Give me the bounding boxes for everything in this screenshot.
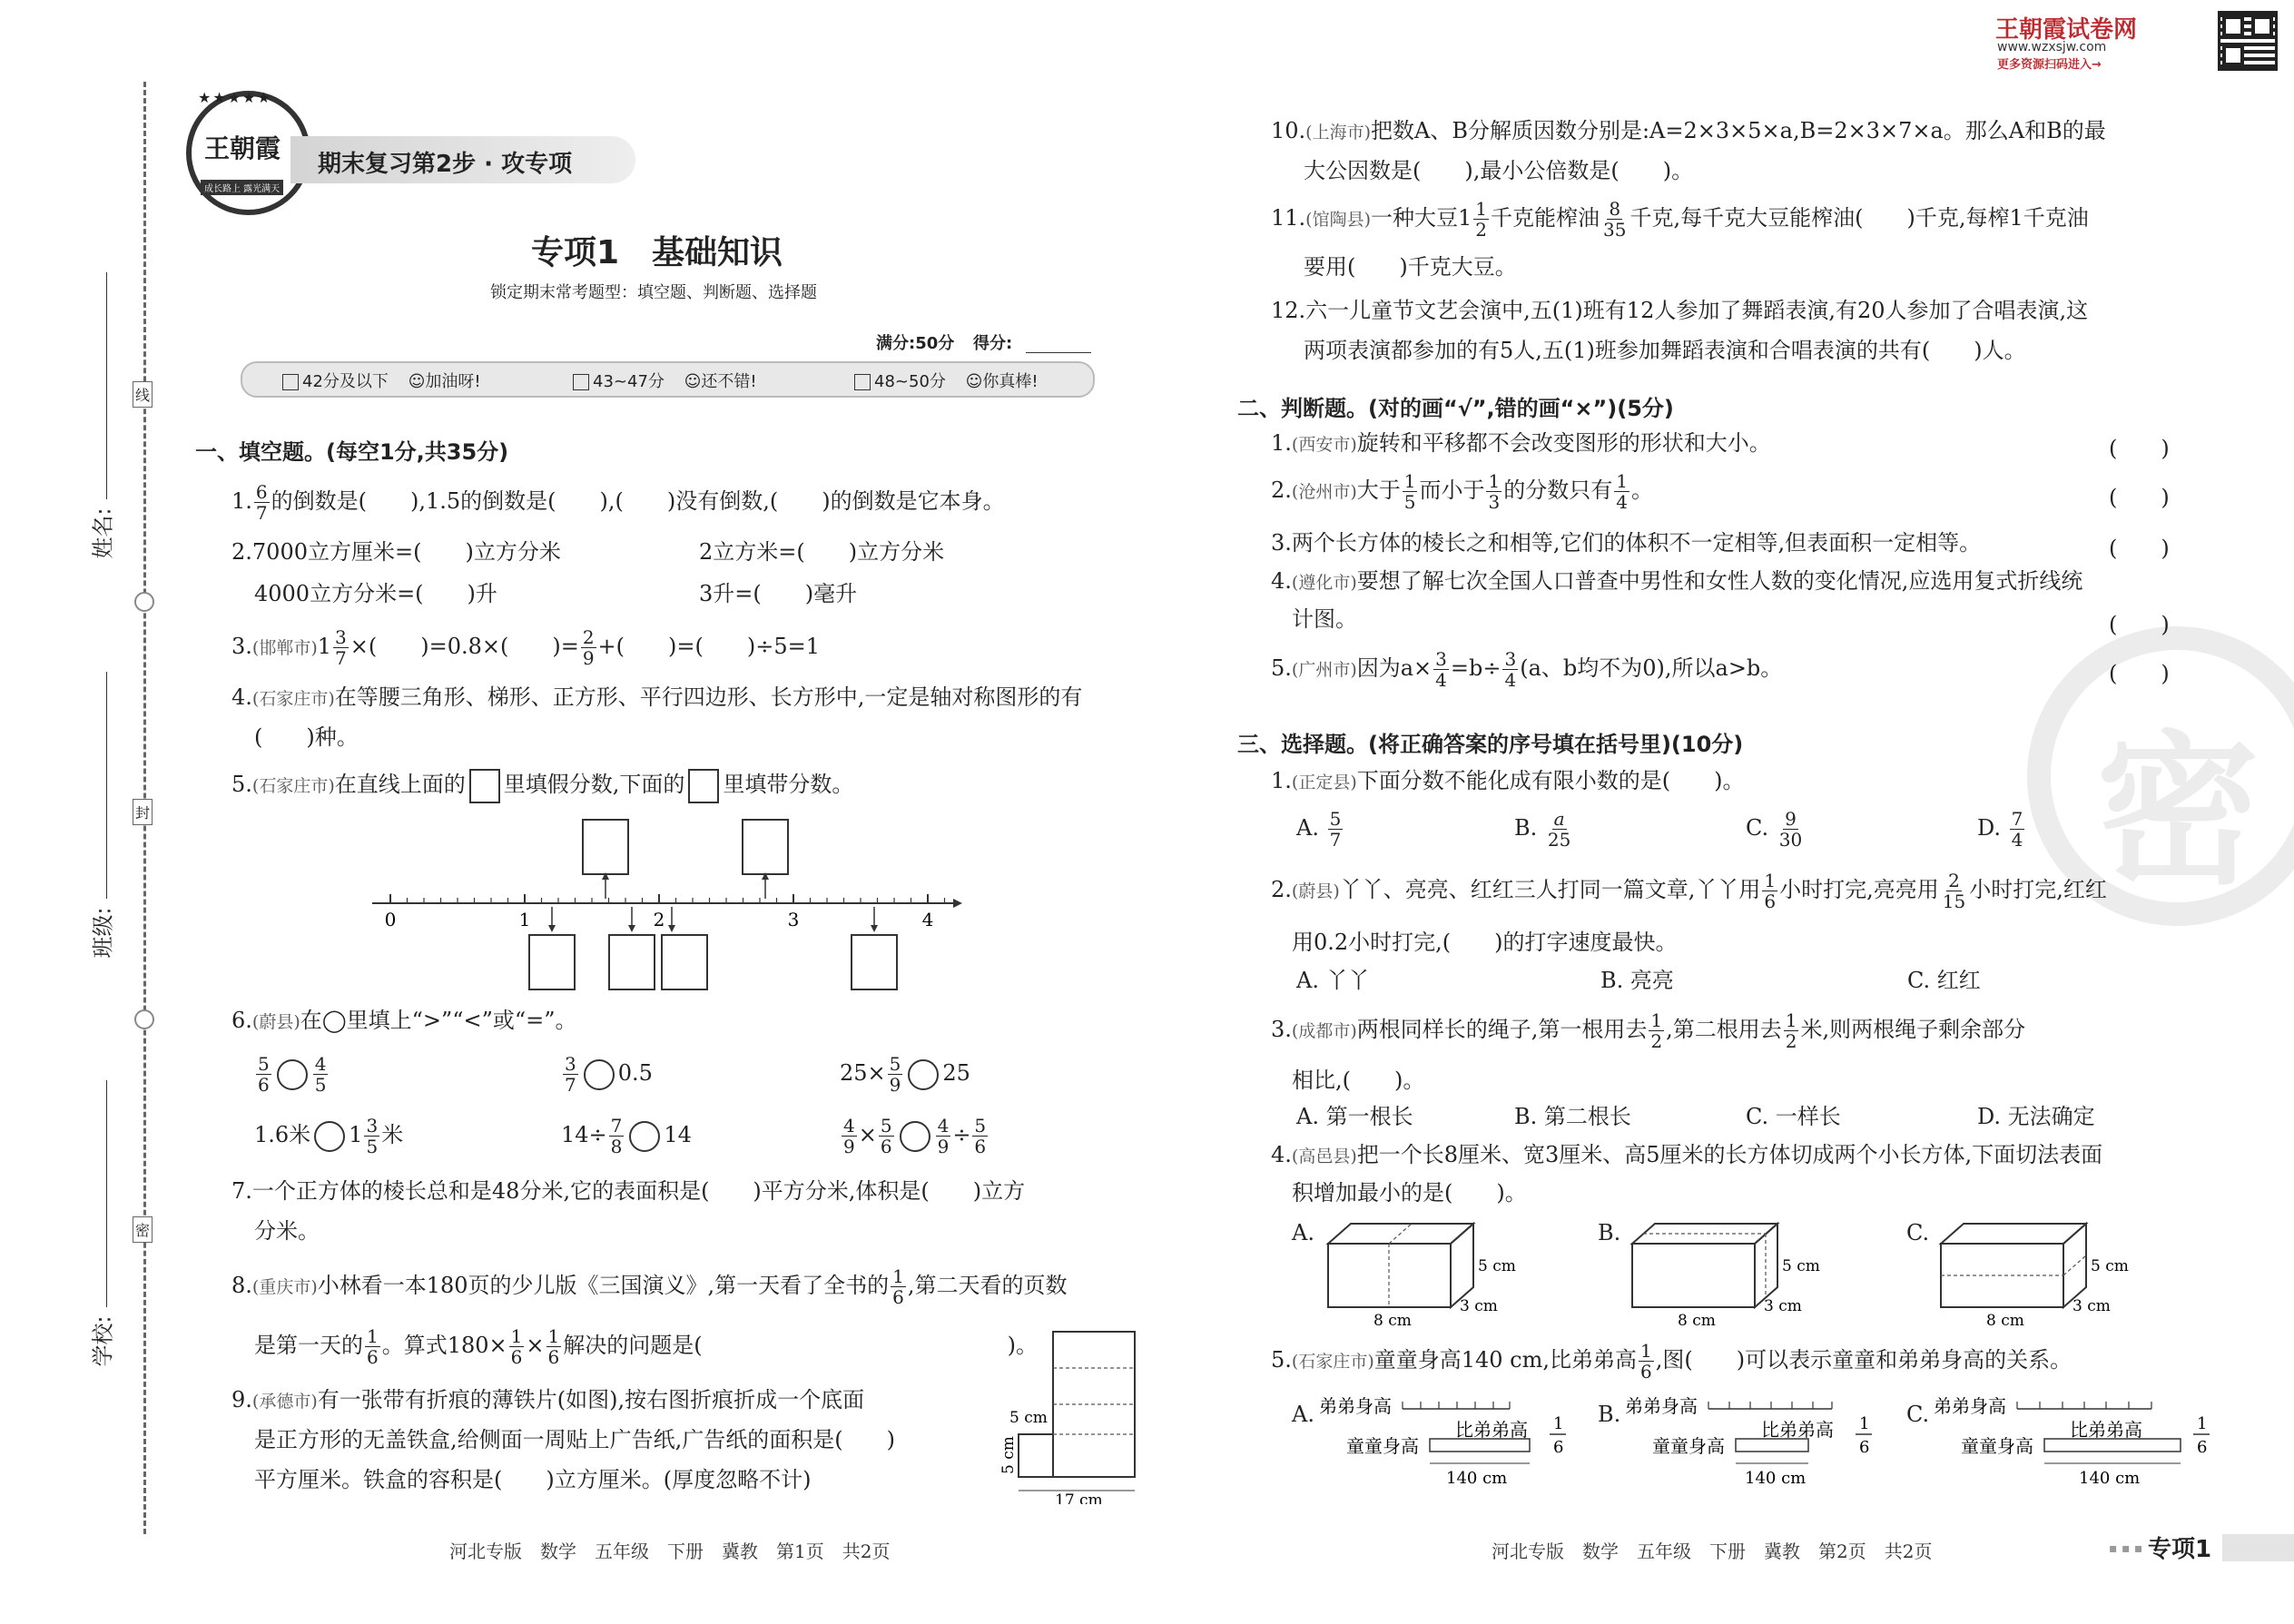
compare-circle[interactable] — [314, 1121, 345, 1152]
smile-icon: ☺ — [684, 372, 702, 391]
svg-text:6: 6 — [1553, 1438, 1564, 1457]
fraction: $\frac{2}{9}$ — [582, 626, 595, 669]
question-11-line2: 要用( )千克大豆。 — [1304, 254, 1517, 280]
binding-seal-char: 线 — [133, 381, 153, 408]
question-2: 2.7000立方厘米=( )立方分米 — [231, 539, 561, 565]
rating-checkbox[interactable] — [573, 374, 589, 390]
choice-option-label[interactable]: A. — [1292, 1220, 1314, 1245]
dim-label: 5 cm — [1009, 1409, 1048, 1427]
class-underline — [106, 672, 107, 899]
choice-option-label[interactable]: B. — [1598, 1220, 1621, 1245]
name-field[interactable] — [86, 272, 116, 559]
question-4: 4.(石家庄市)在等腰三角形、梯形、正方形、平行四边形、长方形中,一定是轴对称图形的有 — [231, 684, 1083, 710]
score-full: 满分:50分 — [876, 334, 955, 353]
section-banner — [290, 136, 635, 183]
pointer-arrow — [548, 925, 556, 932]
question-8: 8.(重庆市)小林看一本180页的少儿版《三国演义》,第一天看了全书的 $\frac{1}{6}$ ,第二天看的页数 — [231, 1265, 1068, 1308]
sheet-flap — [1019, 1434, 1053, 1477]
svg-text:1: 1 — [2197, 1414, 2208, 1433]
school-underline — [106, 1080, 107, 1307]
judge-answer-paren[interactable]: ( ) — [2109, 536, 2170, 561]
judge-answer-paren[interactable]: ( ) — [2109, 661, 2170, 686]
choice-option[interactable]: C. $\frac{9}{30}$ — [1746, 808, 1803, 851]
class-field[interactable] — [86, 672, 116, 959]
banner-text: 期末复习第2步 · 攻专项 — [318, 151, 573, 178]
choice-option[interactable]: B. $\frac{a}{25}$ — [1514, 808, 1571, 851]
svg-text:8 cm: 8 cm — [1678, 1312, 1716, 1325]
svg-text:1: 1 — [1553, 1414, 1564, 1433]
svg-text:5 cm: 5 cm — [1782, 1257, 1820, 1275]
stars-decoration: ★★★★★ — [198, 89, 272, 106]
choice-question-4-line2: 积增加最小的是( )。 — [1292, 1180, 1527, 1206]
choice-option-label[interactable]: C. — [1906, 1220, 1930, 1245]
smile-icon: ☺ — [408, 372, 426, 391]
question-7: 7.一个正方体的棱长总和是48分米,它的表面积是( )平方分米,体积是( )立方 — [231, 1178, 1026, 1204]
svg-text:比弟弟高: 比弟弟高 — [1761, 1419, 1834, 1441]
question-3: 3.(邯郸市)1 $\frac{3}{7}$ ×( )=0.8×( )= $\frac{2}{9}$ +( )=( )÷5=1 — [231, 626, 820, 669]
cuboid-figure-a — [1324, 1216, 1532, 1325]
answer-box-top — [583, 820, 628, 874]
answer-box-icon — [688, 769, 719, 803]
svg-text:弟弟身高: 弟弟身高 — [1319, 1395, 1392, 1417]
judge-question-4-line2: 计图。 — [1292, 606, 1357, 632]
choice-option-label[interactable]: B. — [1598, 1402, 1621, 1427]
answer-box-icon — [469, 769, 500, 803]
school-label: 学校: — [90, 1315, 116, 1367]
dim-label: 5 cm — [999, 1436, 1018, 1474]
brand-logo-slogan: 成长路上 露光满天 — [201, 180, 283, 195]
choice-option[interactable]: A. $\frac{5}{7}$ — [1296, 808, 1342, 851]
svg-text:6: 6 — [1859, 1438, 1870, 1457]
pointer-arrow — [668, 925, 675, 932]
pointer-arrow — [628, 925, 635, 932]
qr-code-icon[interactable] — [2218, 11, 2278, 71]
pointer-arrow — [871, 925, 878, 932]
name-underline — [106, 272, 107, 499]
fraction: $\frac{6}{7}$ — [255, 481, 268, 524]
choice-option-label[interactable]: A. — [1292, 1402, 1314, 1427]
rating-checkbox[interactable] — [854, 374, 871, 390]
footer-tag: 专项1 — [2148, 1536, 2212, 1563]
question-8-line2: 是第一天的 $\frac{1}{6}$ 。算式180× $\frac{1}{6}$ × $\frac{1}{6}$ 解决的问题是( )。 — [254, 1325, 1038, 1368]
svg-text:童童身高: 童童身高 — [1961, 1435, 2033, 1457]
compare-circle[interactable] — [900, 1121, 930, 1152]
site-url: www.wzxsjw.com — [1997, 40, 2107, 54]
svg-text:童童身高: 童童身高 — [1346, 1435, 1419, 1457]
question-9-line2: 是正方形的无盖铁盒,给侧面一周贴上广告纸,广告纸的面积是( ) — [254, 1427, 895, 1452]
choice-option[interactable]: B. 亮亮 — [1600, 968, 1674, 993]
choice-option[interactable]: C. 一样长 — [1746, 1104, 1841, 1129]
section-choice-title: 三、选择题。(将正确答案的序号填在括号里)(10分) — [1237, 732, 1744, 757]
page-title: 专项1 基础知识 — [531, 234, 783, 271]
score-input[interactable] — [1026, 352, 1091, 353]
judge-question-3: 3.两个长方体的棱长之和相等,它们的体积不一定相等,但表面积一定相等。 — [1271, 530, 1982, 556]
footer-tag-bar — [2222, 1534, 2294, 1561]
binding-hole-icon — [134, 592, 154, 612]
svg-text:5 cm: 5 cm — [2091, 1257, 2129, 1275]
height-diagram-b — [1625, 1389, 1915, 1496]
folded-sheet-figure — [999, 1327, 1144, 1504]
question-1: 1. $\frac{6}{7}$ 的倒数是( ),1.5的倒数是( ),( )没有倒数,( )的倒数是它本身。 — [231, 481, 1005, 524]
answer-box-bottom — [529, 935, 575, 989]
judge-answer-paren[interactable]: ( ) — [2109, 485, 2170, 510]
page-subtitle: 锁定期末常考题型：填空题、判断题、选择题 — [490, 283, 817, 302]
rating-range: 48~50分 — [874, 372, 946, 391]
page-footer: 河北专版 数学 五年级 下册 冀教 第1页 共2页 — [449, 1540, 891, 1562]
footer-dots-decoration: ▪ ▪ ▪ — [2109, 1541, 2143, 1556]
page-footer: 河北专版 数学 五年级 下册 冀教 第2页 共2页 — [1492, 1540, 1933, 1562]
number-line-figure — [363, 812, 971, 994]
answer-box-bottom — [662, 935, 707, 989]
choice-option[interactable]: C. 红红 — [1907, 968, 1981, 993]
compare-circle[interactable] — [629, 1121, 660, 1152]
svg-text:6: 6 — [2197, 1438, 2208, 1457]
height-diagram-c — [1934, 1389, 2233, 1496]
svg-text:童童身高: 童童身高 — [1652, 1435, 1725, 1457]
judge-question-1: 1.(西安市)旋转和平移都不会改变图形的形状和大小。 — [1271, 430, 1771, 456]
svg-text:弟弟身高: 弟弟身高 — [1625, 1395, 1698, 1417]
question-4-line2: ( )种。 — [254, 724, 359, 750]
choice-option-label[interactable]: C. — [1906, 1402, 1930, 1427]
question-11: 11.(馆陶县)一种大豆1 $\frac{1}{2}$ 千克能榨油 $\frac{8}{35}$ 千克,每千克大豆能榨油( )千克,每榨1千克油 — [1271, 198, 2089, 241]
choice-question-2-line2: 用0.2小时打完,( )的打字速度最快。 — [1292, 930, 1678, 955]
rating-comment: 加油呀! — [425, 372, 481, 391]
svg-text:比弟弟高: 比弟弟高 — [1455, 1419, 1528, 1441]
judge-question-4: 4.(遵化市)要想了解七次全国人口普查中男性和女性人数的变化情况,应选用复式折线统 — [1271, 568, 2083, 594]
fraction: $\frac{3}{7}$ — [335, 626, 347, 669]
rating-comment: 你真棒! — [982, 372, 1039, 391]
question-2d: 3升=( )毫升 — [699, 581, 858, 606]
answer-box-top — [743, 820, 788, 874]
rating-item[interactable] — [569, 369, 757, 392]
axis-arrow — [953, 899, 962, 908]
binding-seal-char: 密 — [133, 1216, 153, 1243]
svg-text:3 cm: 3 cm — [2072, 1297, 2111, 1315]
svg-text:弟弟身高: 弟弟身高 — [1934, 1395, 2006, 1417]
rating-checkbox[interactable] — [282, 374, 299, 390]
site-name: 王朝霞试卷网 — [1995, 16, 2138, 44]
binding-seal-char: 封 — [133, 799, 153, 825]
question-5: 5.(石家庄市)在直线上面的 里填假分数,下面的 里填带分数。 — [231, 764, 853, 806]
judge-answer-paren[interactable]: ( ) — [2109, 612, 2170, 637]
question-9-line3: 平方厘米。铁盒的容积是( )立方厘米。(厚度忽略不计) — [254, 1467, 812, 1492]
choice-question-2: 2.(蔚县)丫丫、亮亮、红红三人打同一篇文章,丫丫用 $\frac{1}{6}$ 小时打完,亮亮用 $\frac{2}{15}$ 小时打完,红红 — [1271, 870, 2107, 912]
svg-text:140 cm: 140 cm — [1446, 1469, 1508, 1488]
question-2c: 4000立方分米=( )升 — [254, 581, 497, 606]
cuboid-figure-b — [1628, 1216, 1836, 1325]
question-10: 10.(上海市)把数A、B分解质因数分别是:A=2×3×5×a,B=2×3×7×a。那么A和B的最 — [1271, 118, 2106, 143]
tick-label: 3 — [787, 909, 800, 930]
svg-text:比弟弟高: 比弟弟高 — [2070, 1419, 2142, 1441]
compare-circle[interactable] — [584, 1059, 615, 1090]
question-12-line2: 两项表演都参加的有5人,五(1)班参加舞蹈表演和合唱表演的共有( )人。 — [1304, 338, 2026, 363]
question-6: 6.(蔚县)在◯里填上“>”“<”或“=”。 — [231, 1008, 577, 1033]
rating-range: 43~47分 — [593, 372, 665, 391]
smile-icon: ☺ — [965, 372, 983, 391]
svg-text:140 cm: 140 cm — [1745, 1469, 1807, 1488]
tick-label: 4 — [921, 909, 934, 930]
choice-option[interactable]: D. 无法确定 — [1977, 1104, 2095, 1129]
svg-text:1: 1 — [1859, 1414, 1870, 1433]
dim-label: 17 cm — [1055, 1491, 1103, 1504]
compare-item: 1.6米 1 $\frac{3}{5}$ 米 — [254, 1115, 404, 1157]
score-get: 得分: — [973, 334, 1013, 353]
judge-answer-paren[interactable]: ( ) — [2109, 436, 2170, 461]
choice-question-3: 3.(成都市)两根同样长的绳子,第一根用去 $\frac{1}{2}$ ,第二根用去 $\frac{1}{2}$ 米,则两根绳子剩余部分 — [1271, 1009, 2026, 1052]
judge-question-2: 2.(沧州市)大于 $\frac{1}{5}$ 而小于 $\frac{1}{3}$ 的分数只有 $\frac{1}{4}$ 。 — [1271, 470, 1653, 513]
section-fill-title: 一、填空题。(每空1分,共35分) — [195, 439, 509, 465]
compare-item: $\frac{4}{9}$ × $\frac{5}{6}$ $\frac{4}{9}$ ÷ $\frac{5}{6}$ — [843, 1115, 987, 1157]
question-9: 9.(承德市)有一张带有折痕的薄铁片(如图),按右图折痕折成一个底面 — [231, 1387, 865, 1412]
question-10-line2: 大公因数是( ),最小公倍数是( )。 — [1304, 158, 1694, 183]
svg-text:8 cm: 8 cm — [1373, 1312, 1412, 1325]
answer-box-bottom — [609, 935, 655, 989]
compare-item: 14÷ $\frac{7}{8}$ 14 — [561, 1115, 692, 1157]
rating-item[interactable] — [279, 369, 481, 392]
svg-text:5 cm: 5 cm — [1478, 1257, 1516, 1275]
name-label: 姓名: — [90, 507, 116, 559]
choice-question-3-line2: 相比,( )。 — [1292, 1068, 1425, 1093]
compare-item: 25× $\frac{5}{9}$ 25 — [840, 1053, 970, 1096]
height-diagram-a — [1319, 1389, 1610, 1496]
question-12: 12.六一儿童节文艺会演中,五(1)班有12人参加了舞蹈表演,有20人参加了合唱表演,这 — [1271, 298, 2089, 323]
svg-text:140 cm: 140 cm — [2079, 1469, 2141, 1488]
choice-option[interactable]: A. 第一根长 — [1296, 1104, 1413, 1129]
cuboid-figure-c — [1936, 1216, 2145, 1325]
binding-hole-icon — [134, 1009, 154, 1029]
right-page — [1147, 0, 2294, 1624]
choice-question-4: 4.(高邑县)把一个长8厘米、宽3厘米、高5厘米的长方体切成两个小长方体,下面切法表面 — [1271, 1142, 2103, 1167]
watermark-char: 密 — [2096, 715, 2260, 907]
axis-ticks — [390, 894, 945, 903]
answer-box-bottom — [852, 935, 897, 989]
svg-text:8 cm: 8 cm — [1986, 1312, 2024, 1325]
rating-range: 42分及以下 — [302, 372, 389, 391]
section-judge-title: 二、判断题。(对的画“√”,错的画“×”)(5分) — [1237, 396, 1674, 421]
svg-text:3 cm: 3 cm — [1460, 1297, 1498, 1315]
judge-question-5: 5.(广州市)因为a× $\frac{3}{4}$ =b÷ $\frac{3}{4}$ (a、b均不为0),所以a>b。 — [1271, 648, 1783, 691]
rating-item[interactable] — [851, 369, 1039, 392]
compare-circle[interactable] — [277, 1059, 308, 1090]
site-tip: 更多资源扫码进入→ — [1997, 58, 2102, 72]
compare-item: $\frac{3}{7}$ 0.5 — [565, 1053, 653, 1096]
choice-option[interactable]: A. 丫丫 — [1296, 968, 1370, 993]
rating-bar — [241, 361, 1095, 398]
compare-item: $\frac{5}{6}$ $\frac{4}{5}$ — [258, 1053, 327, 1096]
brand-logo-text: 王朝霞 — [204, 133, 281, 163]
question-7-line2: 分米。 — [254, 1218, 320, 1244]
rating-comment: 还不错! — [701, 372, 757, 391]
choice-question-1: 1.(正定县)下面分数不能化成有限小数的是( )。 — [1271, 768, 1745, 793]
school-field[interactable] — [86, 1080, 116, 1367]
choice-option[interactable]: D. $\frac{7}{4}$ — [1977, 808, 2023, 851]
tick-label: 0 — [384, 909, 397, 930]
svg-text:3 cm: 3 cm — [1764, 1297, 1802, 1315]
class-label: 班级: — [90, 907, 116, 959]
choice-option[interactable]: B. 第二根长 — [1514, 1104, 1631, 1129]
question-2b: 2立方米=( )立方分米 — [699, 539, 945, 565]
tick-label: 2 — [653, 909, 665, 930]
tick-label: 1 — [518, 909, 531, 930]
choice-question-5: 5.(石家庄市)童童身高140 cm,比弟弟高 $\frac{1}{6}$ ,图( )可以表示童童和弟弟身高的关系。 — [1271, 1340, 2072, 1383]
compare-circle[interactable] — [908, 1059, 939, 1090]
